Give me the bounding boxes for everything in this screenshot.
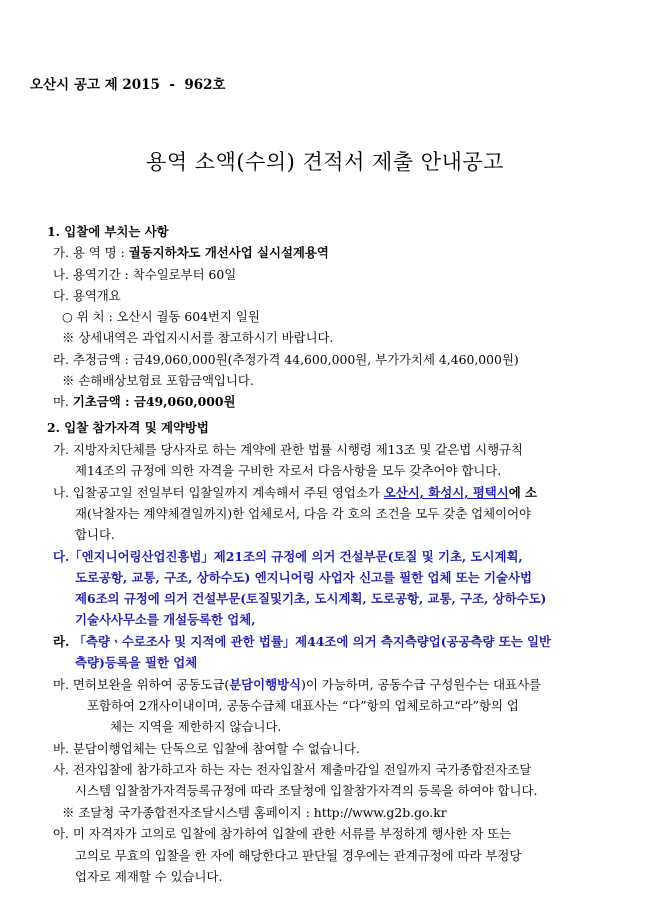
section2-item-na-line2: 재(낙찰자는 계약체결일까지)한 업체로서, 다음 각 호의 조건을 모두 갖춘 업체이어야: [75, 506, 532, 521]
notice-number: 오산시 공고 제 2015 - 962호: [30, 77, 226, 93]
section2-item-na-suffix: 에 소: [508, 485, 537, 500]
section2-item-ma-line1: [53, 675, 541, 695]
section2-item-ra-label: 라.: [53, 634, 74, 649]
section1-item-ra: 라. 추정금액 : 금49,060,000원(추정가격 44,600,000원, 부가가치세 4,460,000원): [53, 352, 519, 367]
section2-item-ba: 바. 분담이행업체는 단독으로 입찰에 참여할 수 없습니다.: [53, 741, 360, 756]
section2-item-ga-line1: 가. 지방자치단체를 당사자로 하는 계약에 관한 법률 시행령 제13조 및 같은법 시행규칙: [53, 442, 523, 457]
section2-item-ma-line2: 포함하여 2개사이내이며, 공동수급체 대표사는 “다”항의 업체로하고“라”항의 업: [87, 698, 519, 713]
section2-item-na-text: 나. 입찰공고일 전일부터 입찰일까지 계속해서 주된 영업소가: [53, 485, 384, 500]
section1-item-ma-label: 마.: [53, 394, 73, 409]
estimate-note: ※ 손해배상보험료 포함금액입니다.: [62, 373, 254, 388]
section1-heading: 1. 입찰에 부치는 사항: [47, 224, 169, 239]
page-title: 용역 소액(수의) 견적서 제출 안내공고: [146, 150, 504, 174]
base-amount: 기초금액 : 금49,060,000원: [72, 394, 236, 409]
section2-item-sa-line2: 시스템 입찰참가자격등록규정에 따라 조달청에 입찰참가자격의 등록을 하여야 합니다.: [75, 783, 538, 798]
section1-item-ma: [53, 392, 235, 412]
section2-item-da-line2: 도로공항, 교통, 구조, 상하수도) 엔지니어링 사업자 신고를 필한 업체 또는 기술사법: [75, 570, 532, 585]
survey-law-text: 「측량ㆍ수로조사 및 지적에 관한 법률」제44조에 의거 측지측량업(공공측량 또는 일반: [73, 634, 551, 649]
g2b-url-link[interactable]: http://www.g2b.go.kr: [313, 805, 447, 820]
section2-item-ma-text: 마. 면허보완을 위하여 공동도급(: [53, 677, 230, 692]
service-location: ○ 위 치 : 오산시 궐동 604번지 일원: [62, 309, 260, 324]
section2-heading: 2. 입찰 참가자격 및 계약방법: [47, 420, 209, 435]
service-name: 궐동지하차도 개선사업 실시설계용역: [128, 245, 329, 260]
section2-item-a-line3: 업자로 제재할 수 있습니다.: [75, 869, 223, 884]
section2-item-da-line4: 기술사사무소를 개설등록한 업체,: [75, 612, 256, 627]
section2-item-ra-line1: [53, 632, 551, 652]
section1-item-ga-label: 가. 용 역 명 :: [53, 245, 129, 260]
section2-item-na-line1: [53, 483, 537, 503]
section2-item-sa-line1: 사. 전자입찰에 참가하고자 하는 자는 전자입찰서 제출마감일 전일까지 국가종합전자조달: [53, 762, 532, 777]
section1-item-ga: [53, 243, 329, 263]
section1-item-na: 나. 용역기간 : 착수일로부터 60일: [53, 267, 237, 282]
g2b-note-text: ※ 조달청 국가종합전자조달시스템 홈페이지 :: [62, 805, 314, 820]
region-highlight: 오산시, 화성시, 평택시: [383, 485, 509, 500]
service-note: ※ 상세내역은 과업지시서를 참고하시기 바랍니다.: [62, 330, 334, 345]
section2-item-ga-line2: 제14조의 규정에 의한 자격을 구비한 자로서 다음사항을 모두 갖추어야 합니다.: [75, 463, 502, 478]
g2b-note: [62, 803, 447, 823]
section2-item-a-line1: 아. 미 자격자가 고의로 입찰에 참가하여 입찰에 관한 서류를 부정하게 행사한 자 또는: [53, 826, 512, 841]
section2-item-na-line3: 합니다.: [75, 527, 115, 542]
section2-item-ma-suffix: )이 가능하며, 공동수급 구성원수는 대표사를: [301, 677, 542, 692]
section1-item-da: 다. 용역개요: [53, 288, 121, 303]
section2-item-da-line1: 다.「엔지니어링산업진흥법」제21조의 규정에 의거 건설부문(토질 및 기초, 도시계획,: [53, 549, 523, 564]
joint-method-highlight: 분담이행방식: [229, 677, 302, 692]
section2-item-ma-line3: 체는 지역을 제한하지 않습니다.: [110, 719, 282, 734]
section2-item-da-line3: 제6조의 규정에 의거 건설부문(토질및기초, 도시계획, 도로공항, 교통, 구조, 상하수도): [75, 591, 547, 606]
section2-item-ra-line2: 측량)등록을 필한 업체: [75, 655, 198, 670]
section2-item-a-line2: 고의로 무효의 입찰을 한 자에 해당한다고 판단될 경우에는 관계규정에 따라 부정당: [75, 848, 522, 863]
